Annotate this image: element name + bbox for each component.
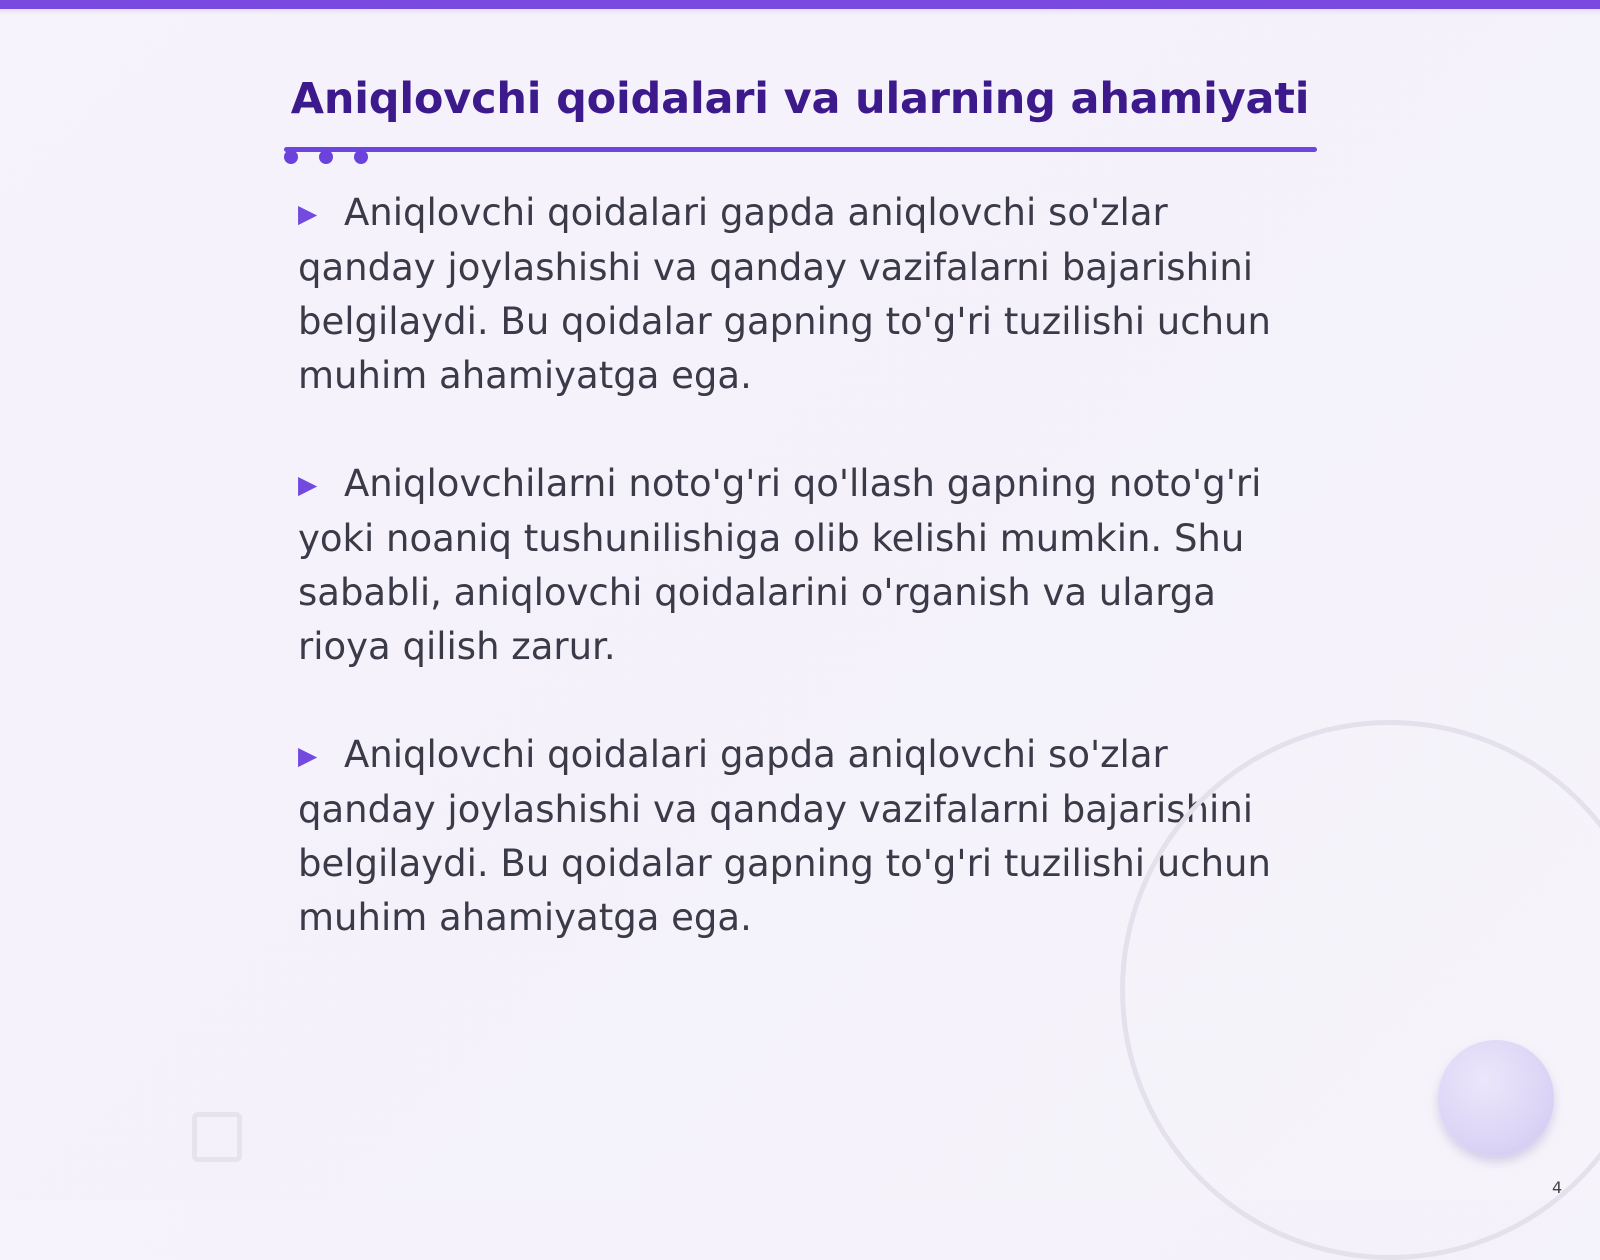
bullet-arrow-icon: ▶ [298,199,318,228]
bullet-item [298,457,1308,674]
bullet-arrow-icon: ▶ [298,470,318,499]
bullet-arrow-icon: ▶ [298,741,318,770]
page-number: 4 [1552,1178,1563,1197]
decorative-sphere [1438,1040,1554,1156]
decorative-dot [354,150,368,164]
title-underline [284,147,1317,152]
bullet-text: Aniqlovchi qoidalari gapda aniqlovchi so'zlar qanday joylashishi va qanday vazifalarni bajarishini belgilaydi. Bu qoidalar gapning to'g'ri tuzilishi uchun muhim ahamiyatga ega. [298,191,1271,397]
decorative-dot [319,150,333,164]
slide-title: Aniqlovchi qoidalari va ularning ahamiyati [290,74,1310,124]
top-accent-bar [0,0,1600,9]
bullet-item [298,186,1308,403]
top-accent-shadow [0,9,1600,15]
bullet-text: Aniqlovchi qoidalari gapda aniqlovchi so'zlar qanday joylashishi va qanday vazifalarni bajarishini belgilaydi. Bu qoidalar gapning to'g'ri tuzilishi uchun muhim ahamiyatga ega. [298,733,1271,939]
decorative-dot [284,150,298,164]
bullet-text: Aniqlovchilarni noto'g'ri qo'llash gapning noto'g'ri yoki noaniq tushunilishiga olib kelishi mumkin. Shu sababli, aniqlovchi qoidalarini o'rganish va ularga rioya qilish zarur. [298,462,1262,668]
decorative-square [192,1112,242,1162]
